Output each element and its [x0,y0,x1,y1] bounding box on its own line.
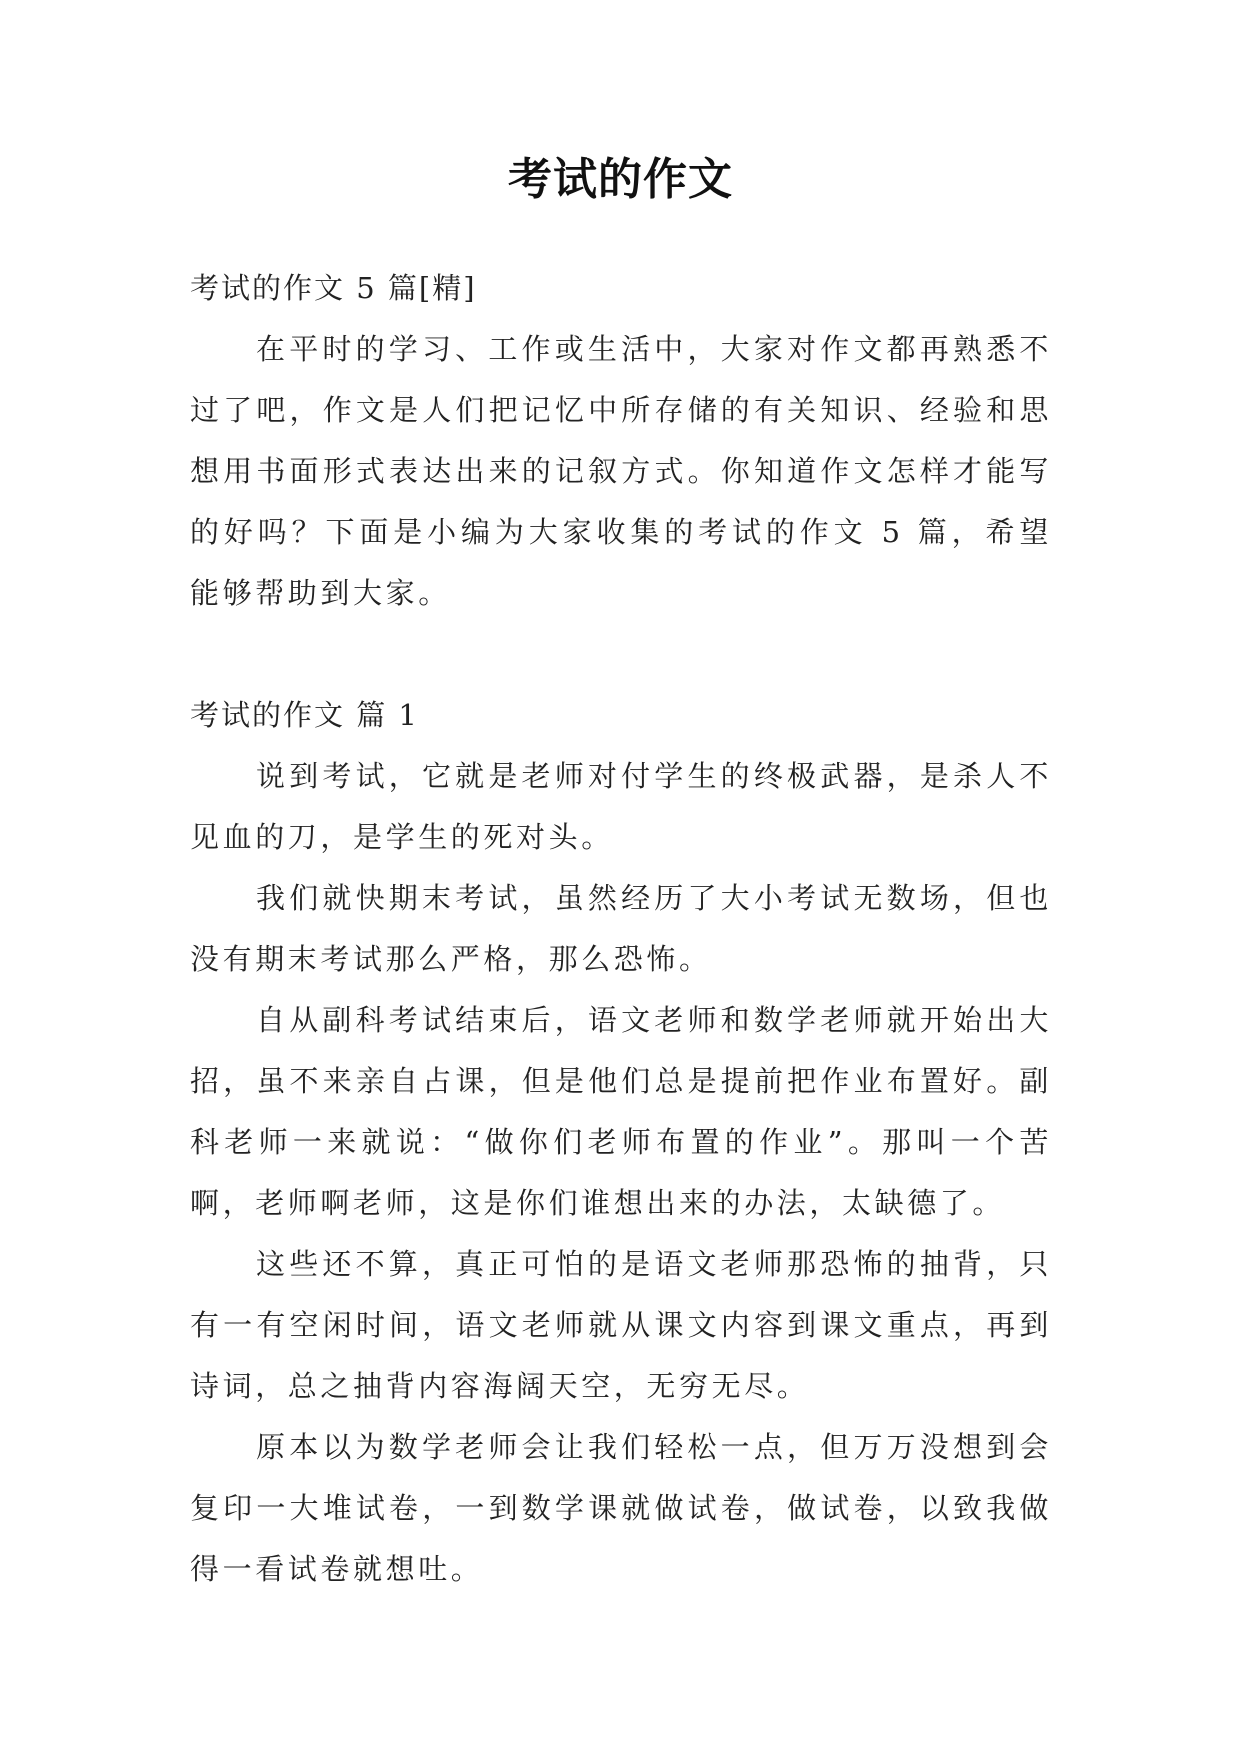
document-body [190,258,1052,1600]
paragraph-5: 原本以为数学老师会让我们轻松一点，但万万没想到会复印一大堆试卷，一到数学课就做试卷，做试卷，以致我做得一看试卷就想吐。 [190,1430,1052,1586]
section-spacer [190,624,1052,685]
paragraph-1: 说到考试，它就是老师对付学生的终极武器，是杀人不见血的刀，是学生的死对头。 [190,759,1052,854]
document-subtitle: 考试的作文 5 篇[精] [190,271,477,305]
intro-paragraph: 在平时的学习、工作或生活中，大家对作文都再熟悉不过了吧，作文是人们把记忆中所存储的有关知识、经验和思想用书面形式表达出来的记叙方式。你知道作文怎样才能写的好吗？下面是小编为大家收集的考试的作文 5 篇，希望能够帮助到大家。 [190,332,1052,610]
page-title: 考试的作文 [508,154,733,205]
paragraph-3: 自从副科考试结束后，语文老师和数学老师就开始出大招，虽不来亲自占课，但是他们总是提前把作业布置好。副科老师一来就说：“做你们老师布置的作业”。那叫一个苦啊，老师啊老师，这是你们谁想出来的办法，太缺德了。 [190,1003,1052,1220]
paragraph-4: 这些还不算，真正可怕的是语文老师那恐怖的抽背，只有一有空闲时间，语文老师就从课文内容到课文重点，再到诗词，总之抽背内容海阔天空，无穷无尽。 [190,1247,1052,1403]
paragraph-2: 我们就快期末考试，虽然经历了大小考试无数场，但也没有期末考试那么严格，那么恐怖。 [190,881,1052,976]
section-heading: 考试的作文 篇 1 [190,698,419,732]
